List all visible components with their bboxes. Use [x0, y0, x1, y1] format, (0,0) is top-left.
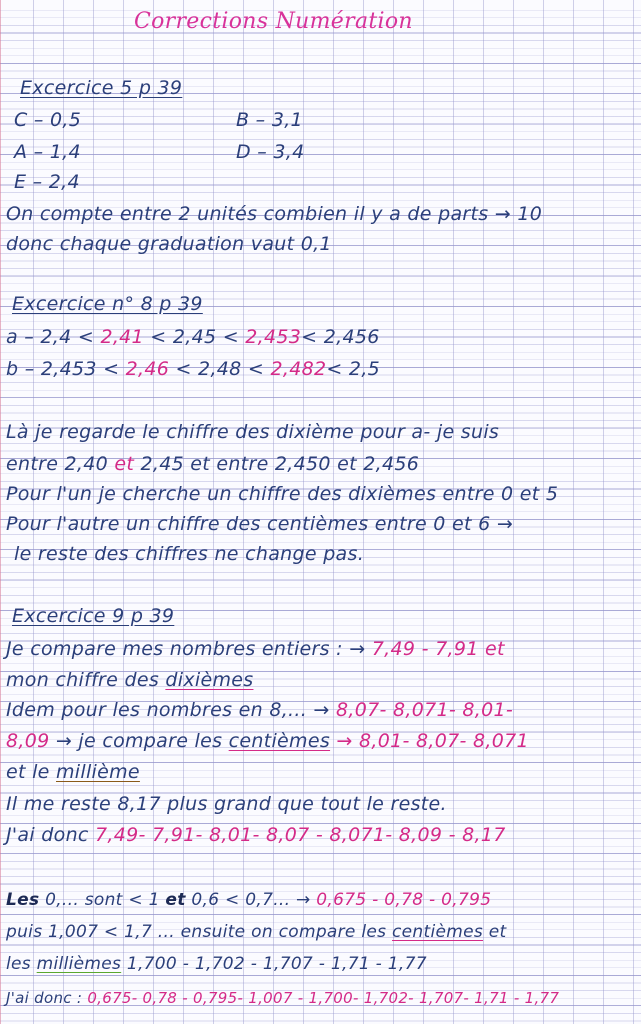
- ex8-line-a: [6, 325, 380, 349]
- answer-a: A – 1,4: [14, 141, 81, 163]
- ex9-line-1: [6, 637, 505, 661]
- text: entre 2,40: [6, 453, 115, 475]
- answer-numbers: 0,675- 0,78 - 0,795- 1,007 - 1,700- 1,702- 1,707- 1,71 - 1,77: [87, 989, 560, 1007]
- ex5-line-1: On compte entre 2 unités combien il y a de parts → 10: [6, 203, 543, 225]
- ex9-line-6: Il me reste 8,17 plus grand que tout le reste.: [6, 793, 447, 815]
- answer-number: 2,453: [245, 326, 302, 348]
- et-word: et: [114, 453, 135, 475]
- ex8-line-b: [6, 357, 380, 381]
- exercise-8-heading: Excercice n° 8 p 39: [12, 293, 203, 315]
- ex9-line-4: [6, 729, 529, 753]
- answer-numbers: 0,675 - 0,78 - 0,795: [316, 890, 492, 910]
- text: b – 2,453 <: [6, 358, 126, 380]
- answer-numbers: 8,07- 8,071- 8,01-: [335, 699, 514, 721]
- ex9-line-3: [6, 698, 513, 722]
- answer-number: 2,46: [125, 358, 170, 380]
- text: J'ai donc :: [6, 989, 88, 1007]
- ex9-line-7: [6, 823, 506, 847]
- answer-b: B – 3,1: [236, 109, 303, 131]
- text: < 2,48 <: [169, 358, 271, 380]
- text: 0,... sont < 1: [39, 890, 166, 910]
- answer-numbers: → 8,01- 8,07- 8,071: [330, 730, 529, 752]
- ex9-line-9: [6, 920, 506, 944]
- text: < 2,45 <: [143, 326, 246, 348]
- ex5-line-2: donc chaque graduation vaut 0,1: [6, 233, 332, 255]
- underlined-word: dixièmes: [165, 669, 254, 691]
- text: 2,45 et entre 2,450 et 2,456: [134, 453, 420, 475]
- text: et le: [6, 761, 56, 783]
- ex9-line-10: [6, 952, 427, 976]
- ex8-line-4: Pour l'autre un chiffre des centièmes entre 0 et 6 →: [6, 513, 514, 535]
- ex8-line-5: le reste des chiffres ne change pas.: [14, 543, 365, 565]
- text: et: [483, 922, 507, 942]
- answer-c: C – 0,5: [14, 109, 82, 131]
- answer-numbers: 7,49- 7,91- 8,01- 8,07 - 8,071- 8,09 - 8,17: [95, 824, 506, 846]
- text: et: [165, 890, 186, 910]
- text: < 2,456: [301, 326, 380, 348]
- exercise-5-heading: Excercice 5 p 39: [20, 77, 183, 99]
- text: a – 2,4 <: [6, 326, 101, 348]
- text: Je compare mes nombres entiers : →: [6, 638, 372, 660]
- text: 1,700 - 1,702 - 1,707 - 1,71 - 1,77: [121, 954, 427, 974]
- ex8-line-2: [6, 452, 419, 476]
- answer-numbers: 7,49 - 7,91 et: [371, 638, 505, 660]
- underlined-word: millième: [56, 761, 140, 783]
- answer-number: 8,09: [6, 730, 50, 752]
- underlined-word: centièmes: [392, 922, 484, 942]
- text: mon chiffre des: [6, 669, 166, 691]
- underlined-word: millièmes: [36, 954, 122, 974]
- ex9-line-11: [6, 986, 559, 1010]
- text: Idem pour les nombres en 8,... →: [6, 699, 336, 721]
- page-title: Corrections Numération: [134, 9, 413, 34]
- text: → je compare les: [49, 730, 229, 752]
- text: Les: [6, 890, 40, 910]
- answer-d: D – 3,4: [236, 141, 305, 163]
- ex9-line-5: [6, 760, 140, 784]
- ex9-line-8: [6, 888, 491, 912]
- answer-e: E – 2,4: [14, 171, 80, 193]
- answer-number: 2,482: [270, 358, 327, 380]
- text: les: [6, 954, 37, 974]
- text: 0,6 < 0,7... →: [185, 890, 317, 910]
- text: J'ai donc: [6, 824, 96, 846]
- ex8-line-1: Là je regarde le chiffre des dixième pour a- je suis: [6, 421, 500, 443]
- ex8-line-3: Pour l'un je cherche un chiffre des dixièmes entre 0 et 5: [6, 483, 559, 505]
- underlined-word: centièmes: [228, 730, 331, 752]
- exercise-9-heading: Excercice 9 p 39: [12, 605, 175, 627]
- ex9-line-2: [6, 668, 253, 692]
- answer-number: 2,41: [100, 326, 144, 348]
- text: puis 1,007 < 1,7 ... ensuite on compare les: [6, 922, 393, 942]
- text: < 2,5: [326, 358, 381, 380]
